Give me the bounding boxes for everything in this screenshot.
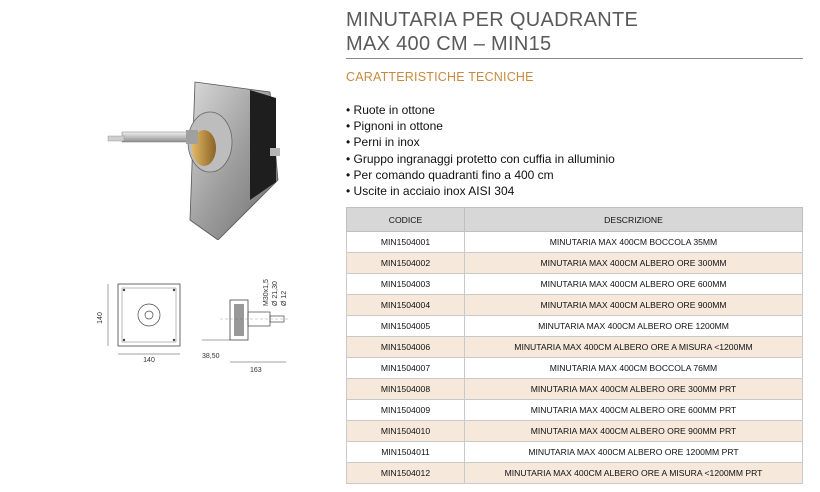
product-media bbox=[0, 0, 335, 492]
thread-dimension: M30x1,5 bbox=[263, 279, 270, 306]
diameter-dimension-1: Ø 21,30 bbox=[272, 281, 279, 306]
feature-item: • Pignoni in ottone bbox=[346, 118, 803, 134]
row-code: MIN1504009 bbox=[347, 400, 465, 421]
feature-item: • Ruote in ottone bbox=[346, 102, 803, 118]
header-description: DESCRIZIONE bbox=[465, 208, 803, 232]
row-code: MIN1504004 bbox=[347, 295, 465, 316]
title-line-1: MINUTARIA PER QUADRANTE bbox=[346, 9, 639, 31]
table-row bbox=[347, 358, 803, 379]
table-row bbox=[347, 232, 803, 253]
table-header-row bbox=[347, 208, 803, 232]
table-row bbox=[347, 274, 803, 295]
width-dimension: 140 bbox=[143, 357, 155, 364]
row-code: MIN1504010 bbox=[347, 421, 465, 442]
row-description: MINUTARIA MAX 400CM ALBERO ORE 900MM PRT bbox=[465, 421, 803, 442]
row-code: MIN1504008 bbox=[347, 379, 465, 400]
feature-item: • Perni in inox bbox=[346, 134, 803, 150]
title-divider bbox=[346, 58, 803, 59]
title-line-2: MAX 400 CM – MIN15 bbox=[346, 33, 552, 55]
product-photo bbox=[100, 70, 280, 240]
page-title bbox=[346, 8, 803, 56]
section-label: CARATTERISTICHE TECNICHE bbox=[346, 70, 534, 84]
row-description: MINUTARIA MAX 400CM ALBERO ORE 300MM PRT bbox=[465, 379, 803, 400]
row-description: MINUTARIA MAX 400CM ALBERO ORE 300MM bbox=[465, 253, 803, 274]
product-info bbox=[346, 8, 803, 484]
height-dimension: 140 bbox=[97, 312, 104, 324]
table-row bbox=[347, 442, 803, 463]
table-row bbox=[347, 421, 803, 442]
row-code: MIN1504012 bbox=[347, 463, 465, 484]
header-code: CODICE bbox=[347, 208, 465, 232]
feature-item: • Gruppo ingranaggi protetto con cuffia in alluminio bbox=[346, 151, 803, 167]
table-row bbox=[347, 295, 803, 316]
table-row bbox=[347, 337, 803, 358]
row-code: MIN1504011 bbox=[347, 442, 465, 463]
offset-dimension: 38,50 bbox=[202, 353, 220, 360]
row-description: MINUTARIA MAX 400CM ALBERO ORE 600MM bbox=[465, 274, 803, 295]
row-description: MINUTARIA MAX 400CM ALBERO ORE 1200MM PRT bbox=[465, 442, 803, 463]
row-code: MIN1504005 bbox=[347, 316, 465, 337]
table-row bbox=[347, 400, 803, 421]
length-dimension: 163 bbox=[250, 367, 262, 374]
row-code: MIN1504006 bbox=[347, 337, 465, 358]
row-code: MIN1504001 bbox=[347, 232, 465, 253]
table-row bbox=[347, 379, 803, 400]
product-codes-table bbox=[346, 207, 803, 484]
table-row bbox=[347, 463, 803, 484]
row-code: MIN1504002 bbox=[347, 253, 465, 274]
diameter-dimension-2: Ø 12 bbox=[281, 290, 288, 306]
row-description: MINUTARIA MAX 400CM ALBERO ORE 600MM PRT bbox=[465, 400, 803, 421]
feature-list bbox=[346, 102, 803, 199]
row-code: MIN1504003 bbox=[347, 274, 465, 295]
row-description: MINUTARIA MAX 400CM ALBERO ORE A MISURA <1200MM bbox=[465, 337, 803, 358]
row-description: MINUTARIA MAX 400CM ALBERO ORE 900MM bbox=[465, 295, 803, 316]
row-description: MINUTARIA MAX 400CM BOCCOLA 35MM bbox=[465, 232, 803, 253]
row-description: MINUTARIA MAX 400CM ALBERO ORE 1200MM bbox=[465, 316, 803, 337]
table-row bbox=[347, 253, 803, 274]
table-row bbox=[347, 316, 803, 337]
feature-item: • Uscite in acciaio inox AISI 304 bbox=[346, 183, 803, 199]
feature-item: • Per comando quadranti fino a 400 cm bbox=[346, 167, 803, 183]
row-description: MINUTARIA MAX 400CM ALBERO ORE A MISURA <1200MM PRT bbox=[465, 463, 803, 484]
technical-drawing bbox=[90, 270, 310, 380]
row-description: MINUTARIA MAX 400CM BOCCOLA 76MM bbox=[465, 358, 803, 379]
row-code: MIN1504007 bbox=[347, 358, 465, 379]
